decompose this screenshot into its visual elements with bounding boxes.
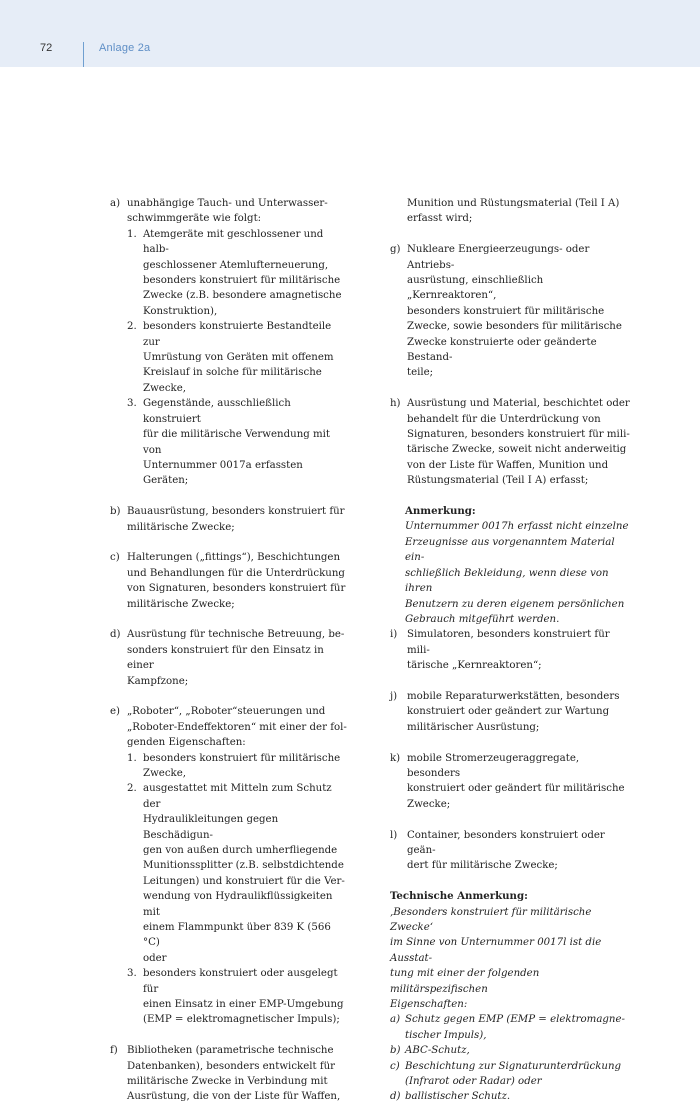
text-line: Bauausrüstung, besonders konstruiert für [127, 506, 345, 518]
technical-item-c [390, 1059, 630, 1090]
text-line: Benutzern zu deren eigenem persönlichen [405, 598, 625, 610]
text-line: dert für militärische Zwecke; [407, 860, 558, 872]
text-line: einen Einsatz in einer EMP-Umgebung [143, 999, 344, 1011]
text-line: besonders konstruiert für militärische [407, 305, 605, 317]
text-line: konstruiert oder geändert für militärische [407, 783, 625, 795]
text-line: mobile Reparaturwerkstätten, besonders [407, 690, 620, 702]
text-line: Erzeugnisse aus vorgenanntem Material ein- [405, 536, 615, 564]
text-line: Rüstungsmaterial (Teil I A) erfasst; [407, 475, 589, 487]
section-title: Anlage 2a [99, 42, 151, 54]
item-marker: i) [390, 629, 398, 641]
sub-item-2 [127, 781, 350, 966]
right-column [390, 196, 630, 1105]
text-line: von der Liste für Waffen, Munition und [407, 459, 609, 471]
text-line: Simulatoren, besonders konstruiert für mili- [407, 629, 610, 656]
technical-note-heading: Technische Anmerkung: [390, 890, 528, 903]
item-marker: h) [390, 398, 401, 410]
text-line: Zwecke (z.B. besondere amagnetische [143, 290, 342, 302]
text-line: oder [143, 952, 167, 964]
text-line: unabhängige Tauch- und Unterwasser- [127, 198, 328, 209]
text-line: von Signaturen, besonders konstruiert für [127, 583, 346, 595]
header-divider [83, 42, 84, 67]
text-line: Ausrüstung, die von der Liste für Waffen, [127, 1091, 341, 1103]
list-item-j [390, 689, 630, 735]
text-line: erfasst wird; [407, 213, 473, 225]
text-line: Eigenschaften: [390, 999, 468, 1011]
text-line: und Behandlungen für die Unterdrückung [127, 567, 345, 579]
text-line: Nukleare Energieerzeugungs- oder Antriebs- [407, 244, 590, 271]
text-line: besonders konstruiert oder ausgelegt für [143, 968, 338, 995]
item-marker: d) [110, 629, 121, 641]
list-item-a [110, 196, 350, 489]
text-line: ABC-Schutz, [405, 1045, 470, 1057]
text-line: Container, besonders konstruiert oder geän- [407, 829, 605, 856]
technical-item-d [390, 1089, 630, 1104]
text-line: teile; [407, 367, 434, 379]
sub-item-2 [127, 319, 350, 396]
text-line: sonders konstruiert für den Einsatz in einer [127, 644, 324, 672]
text-line: Kreislauf in solche für militärische [143, 367, 322, 379]
text-line: Zwecke, sowie besonders für militärische [407, 321, 622, 333]
text-line: wendung von Hydraulikflüssigkeiten mit [143, 891, 333, 918]
item-marker: f) [110, 1045, 118, 1057]
note-block [390, 504, 630, 627]
text-line: Unternummer 0017a erfassten Geräten; [143, 459, 303, 487]
item-marker: a) [390, 1014, 401, 1026]
list-item-i [390, 627, 630, 673]
text-line: besonders konstruiert für militärische [143, 752, 341, 764]
list-item-f-continued [390, 196, 630, 227]
text-line: Kampfzone; [127, 675, 189, 687]
text-line: tärische Zwecke, soweit nicht anderweitig [407, 444, 627, 456]
text-line: mobile Stromerzeugeraggregate, besonders [407, 752, 580, 779]
text-line: ballistischer Schutz. [405, 1091, 511, 1103]
sub-marker: 2. [127, 321, 137, 333]
text-line: ausrüstung, einschließlich „Kernreaktoren“, [407, 275, 544, 302]
text-line: Beschichtung zur Signaturunterdrückung [405, 1060, 622, 1072]
page-header [0, 0, 700, 67]
text-line: Schutz gegen EMP (EMP = elektromagne- [405, 1014, 625, 1026]
item-marker: j) [390, 690, 398, 702]
text-line: Leitungen) und konstruiert für die Ver- [143, 875, 345, 887]
item-marker: c) [110, 552, 120, 564]
sub-item-3 [127, 966, 350, 1028]
sub-marker: 1. [127, 752, 137, 764]
list-item-f [110, 1043, 350, 1105]
text-line: Ausrüstung für technische Betreuung, be- [127, 629, 345, 641]
list-item-d [110, 627, 350, 689]
text-line: genden Eigenschaften: [127, 737, 246, 749]
list-item-e [110, 704, 350, 1028]
sub-marker: 2. [127, 783, 137, 795]
sub-item-1 [127, 751, 350, 782]
text-line: Gebrauch mitgeführt werden. [405, 613, 560, 625]
item-marker: c) [390, 1060, 400, 1072]
item-marker: l) [390, 829, 398, 841]
text-line: im Sinne von Unternummer 0017l ist die Ausstat- [390, 937, 602, 964]
text-line: tischer Impuls), [405, 1029, 487, 1041]
sub-marker: 3. [127, 398, 137, 410]
note-heading: Anmerkung: [405, 505, 476, 518]
text-line: tung mit einer der folgenden militärspezifischen [390, 968, 540, 995]
text-line: militärische Zwecke; [127, 521, 235, 533]
text-line: Munitionssplitter (z.B. selbstdichtende [143, 860, 344, 872]
text-line: gen von außen durch umherfliegende [143, 845, 338, 856]
sub-item-1 [127, 227, 350, 319]
item-marker: a) [110, 198, 121, 209]
text-line: Atemgeräte mit geschlossener und halb- [143, 228, 324, 256]
text-line: ausgestattet mit Mitteln zum Schutz der [143, 783, 332, 810]
list-item-g [390, 242, 630, 381]
item-marker: d) [390, 1091, 401, 1103]
text-line: militärischer Ausrüstung; [407, 721, 540, 733]
text-line: Zwecke, [143, 382, 186, 394]
text-line: „Roboter“, „Roboter“steuerungen und [127, 706, 326, 718]
text-line: Zwecke; [407, 798, 451, 810]
item-marker: b) [390, 1045, 401, 1057]
text-line: Bibliotheken (parametrische technische [127, 1045, 334, 1057]
text-line: für die militärische Verwendung mit von [143, 429, 331, 456]
text-line: geschlossener Atemlufterneuerung, [143, 259, 329, 271]
text-line: Datenbanken), besonders entwickelt für [127, 1060, 336, 1072]
list-item-b [110, 504, 350, 535]
item-marker: e) [110, 706, 121, 718]
text-line: besonders konstruierte Bestandteile zur [143, 321, 332, 348]
text-line: (EMP = elektromagnetischer Impuls); [143, 1014, 340, 1026]
list-item-k [390, 751, 630, 813]
text-line: militärische Zwecke in Verbindung mit [127, 1076, 328, 1088]
text-line: Halterungen („fittings“), Beschichtungen [127, 552, 341, 564]
page-number: 72 [40, 42, 53, 54]
text-line: Zwecke, [143, 767, 186, 779]
text-line: Hydraulikleitungen gegen Beschädigun- [143, 814, 279, 841]
list-item-l [390, 828, 630, 874]
text-line: Umrüstung von Geräten mit offenem [143, 352, 334, 364]
text-line: militärische Zwecke; [127, 598, 235, 610]
text-line: Munition und Rüstungsmaterial (Teil I A) [407, 198, 620, 209]
item-marker: b) [110, 506, 121, 518]
list-item-c [110, 550, 350, 612]
text-line: behandelt für die Unterdrückung von [407, 413, 601, 425]
technical-item-a [390, 1012, 630, 1043]
text-line: tärische „Kernreaktoren“; [407, 660, 542, 672]
text-line: „Roboter-Endeffektoren“ mit einer der fol- [127, 721, 347, 733]
text-line: Unternummer 0017h erfasst nicht einzelne [405, 521, 629, 533]
sub-marker: 3. [127, 968, 137, 980]
text-line: schwimmgeräte wie folgt: [127, 213, 262, 225]
text-line: Konstruktion), [143, 305, 218, 317]
sub-item-3 [127, 396, 350, 488]
item-marker: g) [390, 244, 401, 256]
text-line: konstruiert oder geändert zur Wartung [407, 706, 610, 718]
text-line: (Infrarot oder Radar) oder [405, 1076, 542, 1088]
text-line: Ausrüstung und Material, beschichtet oder [407, 398, 630, 410]
text-line: Zwecke konstruierte oder geänderte Bestand- [407, 336, 597, 364]
technical-note-block [390, 889, 630, 1105]
left-column [110, 196, 350, 1105]
item-marker: k) [390, 752, 401, 764]
list-item-h [390, 396, 630, 488]
text-line: ‚Besonders konstruiert für militärische Zwecke‘ [390, 906, 592, 933]
text-line: Gegenstände, ausschließlich konstruiert [143, 398, 291, 425]
text-line: besonders konstruiert für militärische [143, 275, 341, 287]
sub-marker: 1. [127, 228, 137, 240]
technical-item-b [390, 1043, 630, 1058]
text-line: einem Flammpunkt über 839 K (566 °C) [143, 922, 331, 949]
text-line: Signaturen, besonders konstruiert für mili- [407, 429, 630, 441]
text-line: schließlich Bekleidung, wenn diese von ihren [405, 567, 609, 595]
